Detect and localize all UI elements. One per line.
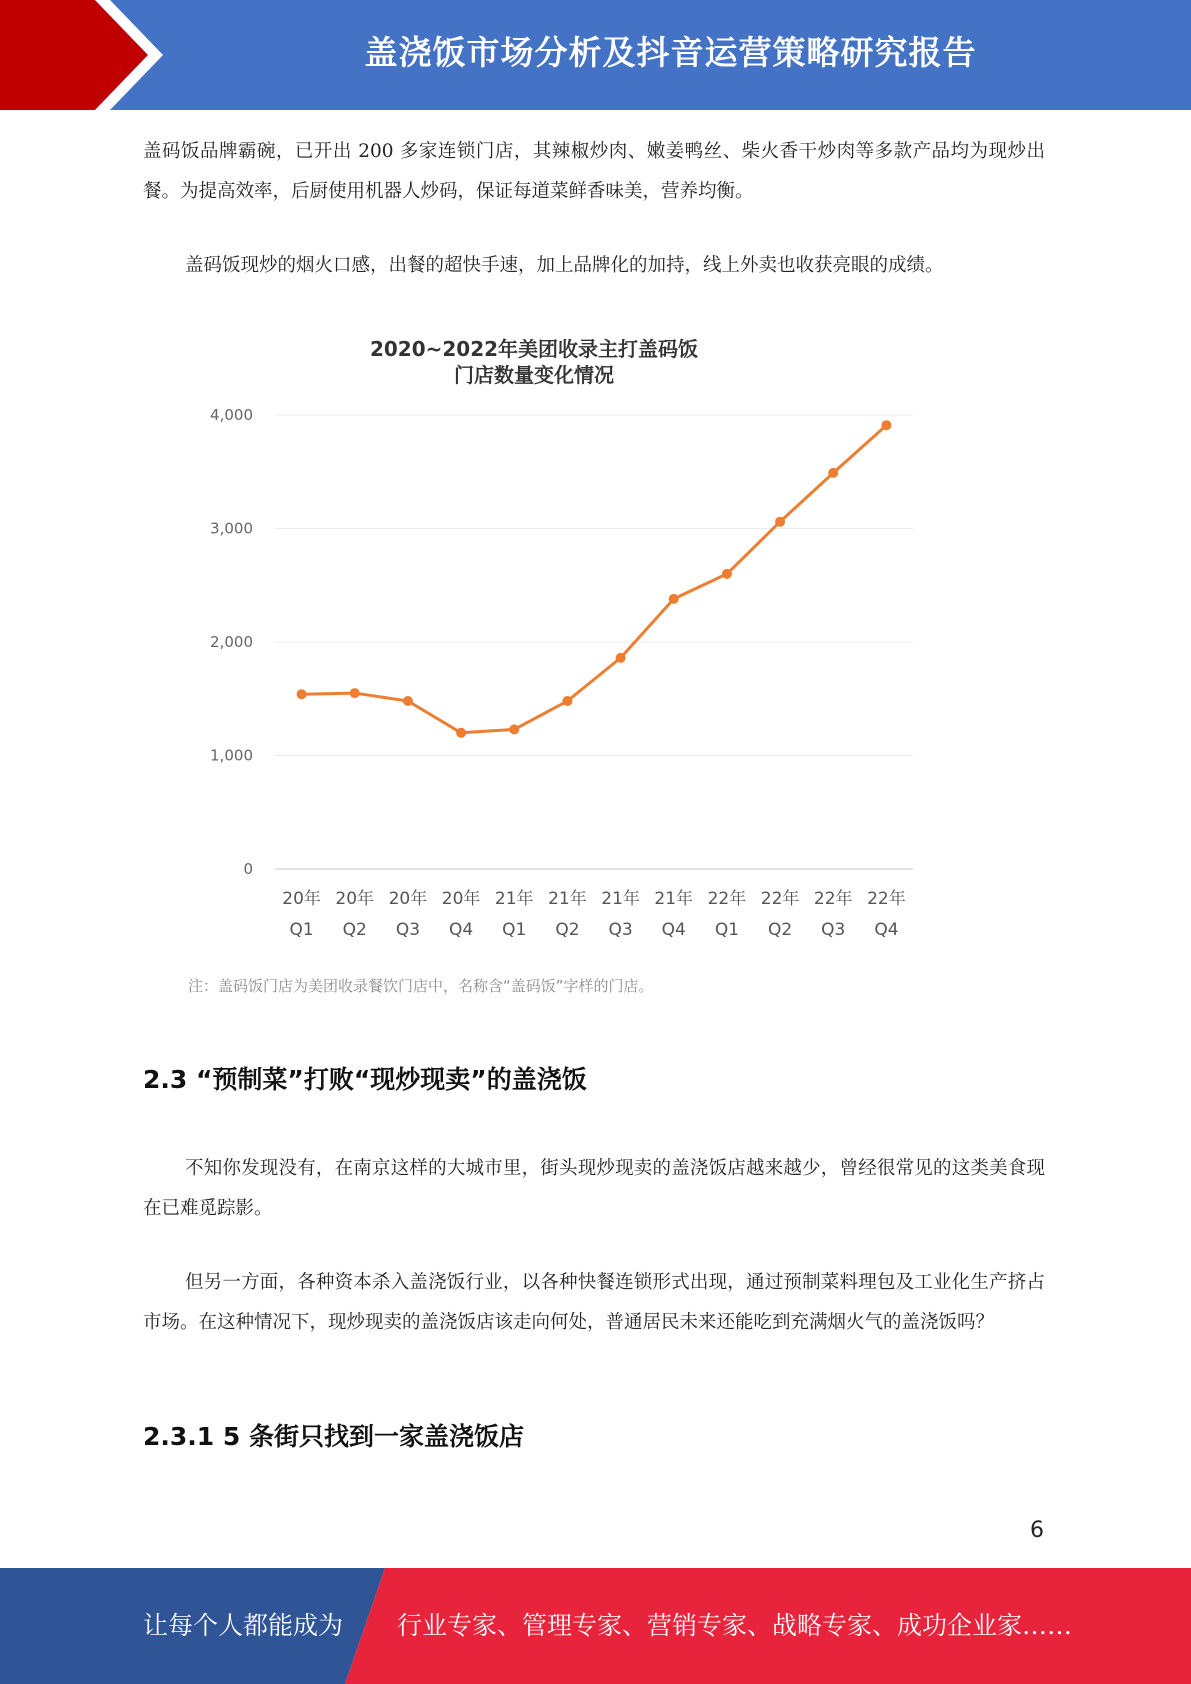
data-point: [403, 696, 413, 706]
paragraph-4: 但另一方面，各种资本杀入盖浇饭行业，以各种快餐连锁形式出现，通过预制菜料理包及工业化生产挤占市场。在这种情况下，现炒现卖的盖浇饭店该走向何处，普通居民未来还能吃到充满烟火气的盖浇饭吗？: [143, 1272, 1045, 1333]
x-tick-label-year: 21年: [654, 889, 694, 909]
x-tick-label-year: 22年: [867, 889, 906, 909]
x-tick-label-quarter: Q2: [767, 920, 793, 940]
chart-title-line1: 2020~2022年美团收录主打盖码饭: [369, 337, 699, 361]
chart-title-line2: 门店数量变化情况: [454, 363, 614, 387]
y-tick-label: 4,000: [210, 406, 253, 424]
x-tick-label-year: 20年: [282, 889, 321, 909]
x-tick-label-year: 22年: [707, 889, 747, 909]
x-tick-label-quarter: Q3: [821, 920, 846, 940]
x-tick-label-year: 22年: [760, 889, 800, 909]
page-number: 6: [1030, 1518, 1044, 1543]
data-point: [509, 724, 519, 734]
page-footer: [0, 1568, 1191, 1684]
data-point: [775, 517, 785, 527]
data-point: [828, 468, 838, 478]
chart-plot: [180, 320, 940, 970]
paragraph-2: 盖码饭现炒的烟火口感，出餐的超快手速，加上品牌化的加持，线上外卖也收获亮眼的成绩。: [185, 255, 944, 276]
footer-slogan-left: 让每个人都能成为: [143, 1611, 344, 1640]
data-point: [669, 594, 679, 604]
y-tick-label: 0: [243, 860, 253, 878]
x-tick-label-quarter: Q3: [608, 920, 633, 940]
page-header: [0, 0, 1191, 110]
line-chart: [180, 320, 940, 1010]
x-tick-label-year: 21年: [601, 889, 640, 909]
data-point: [297, 689, 307, 699]
x-tick-label-year: 20年: [441, 889, 481, 909]
x-tick-label-year: 20年: [388, 889, 428, 909]
paragraph-3: 不知你发现没有，在南京这样的大城市里，街头现炒现卖的盖浇饭店越来越少，曾经很常见的这类美食现在已难觅踪影。: [143, 1158, 1045, 1219]
x-tick-label-quarter: Q4: [874, 920, 899, 940]
data-point: [616, 653, 626, 663]
x-tick-label-quarter: Q2: [342, 920, 367, 940]
x-tick-label-quarter: Q2: [555, 920, 580, 940]
x-tick-label-year: 20年: [335, 889, 375, 909]
x-tick-label-quarter: Q4: [661, 920, 686, 940]
x-tick-label-year: 21年: [494, 889, 534, 909]
footer-slogan-right: 行业专家、管理专家、营销专家、战略专家、成功企业家……: [397, 1611, 1073, 1640]
section-heading-2-3: 2.3 “预制菜”打败“现炒现卖”的盖浇饭: [143, 1065, 587, 1094]
x-tick-label-quarter: Q4: [448, 920, 474, 940]
x-tick-label-year: 22年: [813, 889, 853, 909]
y-tick-label: 2,000: [210, 633, 253, 651]
paragraph-1: 盖码饭品牌霸碗，已开出 200 多家连锁门店，其辣椒炒肉、嫩姜鸭丝、柴火香干炒肉等多款产品均为现炒出餐。为提高效率，后厨使用机器人炒码，保证每道菜鲜香味美，营养均衡。: [143, 141, 1045, 202]
data-point: [350, 688, 360, 698]
data-point: [456, 728, 466, 738]
data-point: [722, 569, 732, 579]
series-line: [302, 425, 887, 733]
x-tick-label-quarter: Q1: [714, 920, 740, 940]
data-point: [881, 420, 891, 430]
x-tick-label-quarter: Q3: [395, 920, 421, 940]
y-tick-label: 3,000: [210, 519, 253, 538]
y-tick-label: 1,000: [210, 746, 253, 765]
chart-note: 注：盖码饭门店为美团收录餐饮门店中，名称含“盖码饭”字样的门店。: [188, 977, 654, 995]
header-title: 盖浇饭市场分析及抖音运营策略研究报告: [364, 33, 977, 72]
x-tick-label-quarter: Q1: [502, 920, 527, 940]
section-heading-2-3-1: 2.3.1 5 条街只找到一家盖浇饭店: [143, 1422, 524, 1451]
data-point: [562, 696, 572, 706]
x-tick-label-quarter: Q1: [289, 920, 314, 940]
x-tick-label-year: 21年: [548, 889, 587, 909]
